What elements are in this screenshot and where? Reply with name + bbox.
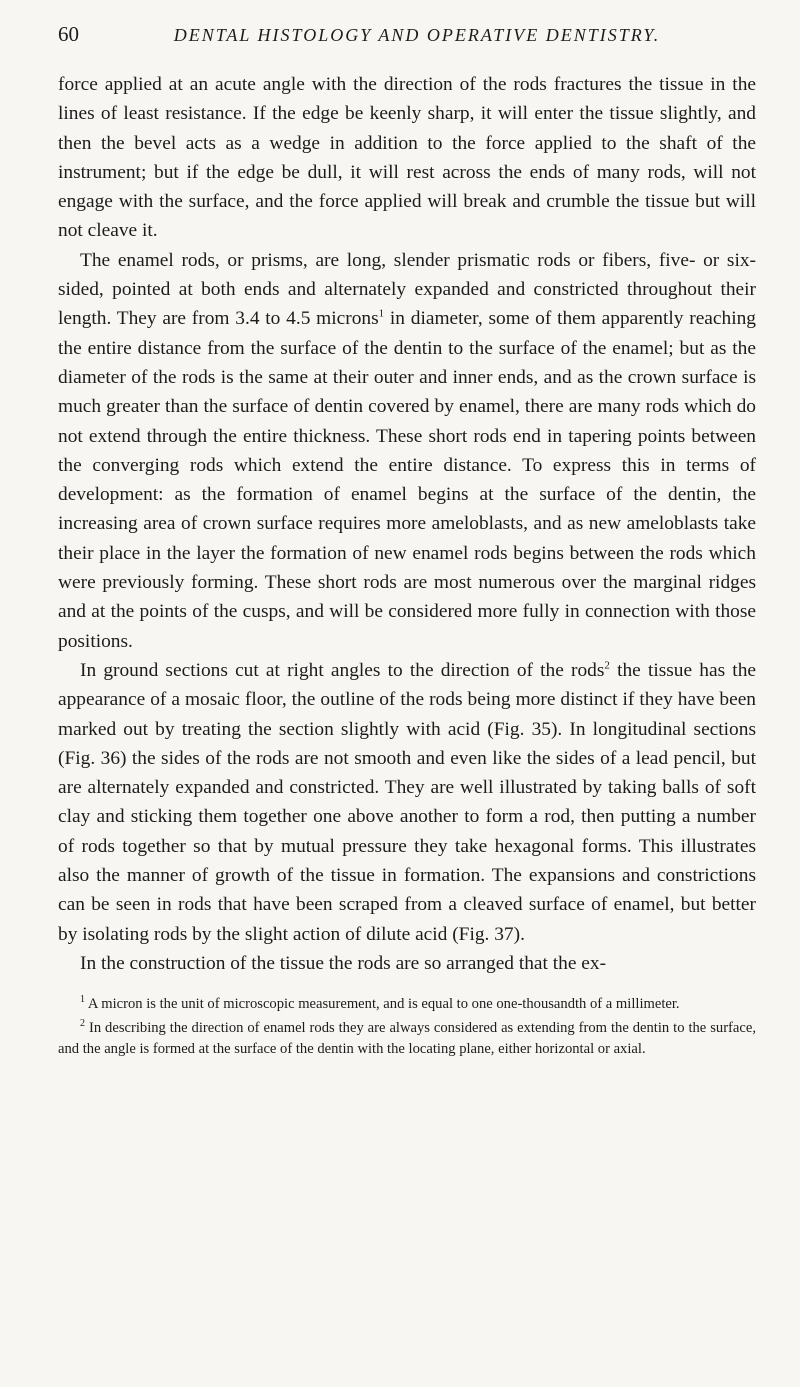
paragraph-2 — [58, 246, 756, 656]
body-text — [58, 70, 756, 978]
footnote-ref-1: 1 — [378, 307, 385, 320]
footnote-ref-2: 2 — [604, 659, 610, 672]
paragraph-3-text-a: In ground sections cut at right angles to the direction of the rods — [80, 659, 605, 681]
paragraph-2-text-a: The enamel rods, or prisms, are long, slender prismatic rods or fibers, five- or six-sided, pointed at both ends and alternately expanded and constricted throughout their length. They are from 3.4 to 4.5 microns — [58, 249, 756, 330]
footnote-1 — [58, 994, 756, 1016]
footnote-mark: 2 — [80, 1017, 85, 1029]
footnote-text: In describing the direction of enamel rods they are always considered as extending from the dentin to the surface, and the angle is formed at the surface of the dentin with the locating plane, either horizontal or axial. — [58, 1019, 756, 1058]
page-number: 60 — [58, 22, 79, 46]
paragraph-4: In the construction of the tissue the rods are so arranged that the ex- — [80, 952, 607, 974]
footnote-text: A micron is the unit of microscopic measurement, and is equal to one one-thousandth of a millimeter. — [87, 996, 680, 1013]
paragraph-3 — [58, 656, 756, 949]
paragraph-1: force applied at an acute angle with the direction of the rods fractures the tissue in the lines of least resistance. If the edge be keenly sharp, it will enter the tissue slightly, and then the bevel acts as a wedge in addition to the force applied to the shaft of the instrument; but if the edge be dull, it will rest across the ends of many rods, will not engage with the surface, and the force applied will break and crumble the tissue but will not cleave it. — [58, 74, 756, 242]
paragraph-2-text-b: in diameter, some of them apparently reaching the entire distance from the surface of the dentin to the surface of the enamel; but as the diameter of the rods is the same at their outer and inner ends, and as the crown surface is much greater than the surface of dentin covered by enamel, there are many rods which do not extend through the entire thickness. These short rods end in tapering points between the converging rods which extend the entire distance. To express this in terms of development: as the formation of enamel begins at the surface of the dentin, the increasing area of crown surface requires more ameloblasts, and as new ameloblasts take their place in the layer the formation of new enamel rods begins between the rods which were previously forming. These short rods are most numerous over the marginal ridges and at the points of the cusps, and will be considered more fully in connection with those positions. — [58, 308, 756, 652]
running-head: DENTAL HISTOLOGY AND OPERATIVE DENTISTRY. — [173, 25, 661, 45]
footnote-2 — [58, 1018, 756, 1061]
page-header — [58, 22, 756, 62]
paragraph-3-text-b: the tissue has the appearance of a mosaic floor, the outline of the rods being more distinct if they have been marked out by treating the section slightly with acid (Fig. 35). In longitudinal sections (Fig. 36) the sides of the rods are not smooth and even like the sides of a lead pencil, but are alternately expanded and constricted. They are well illustrated by taking balls of soft clay and sticking them together one above another to form a rod, then putting a number of rods together so that by mutual pressure they take hexagonal forms. This illustrates also the manner of growth of the tissue in formation. The expansions and constrictions can be seen in rods that have been scraped from a cleaved surface of enamel, but better by isolating rods by the slight action of dilute acid (Fig. 37). — [58, 659, 756, 945]
footnote-mark: 1 — [80, 994, 85, 1006]
footnotes — [58, 994, 756, 1061]
